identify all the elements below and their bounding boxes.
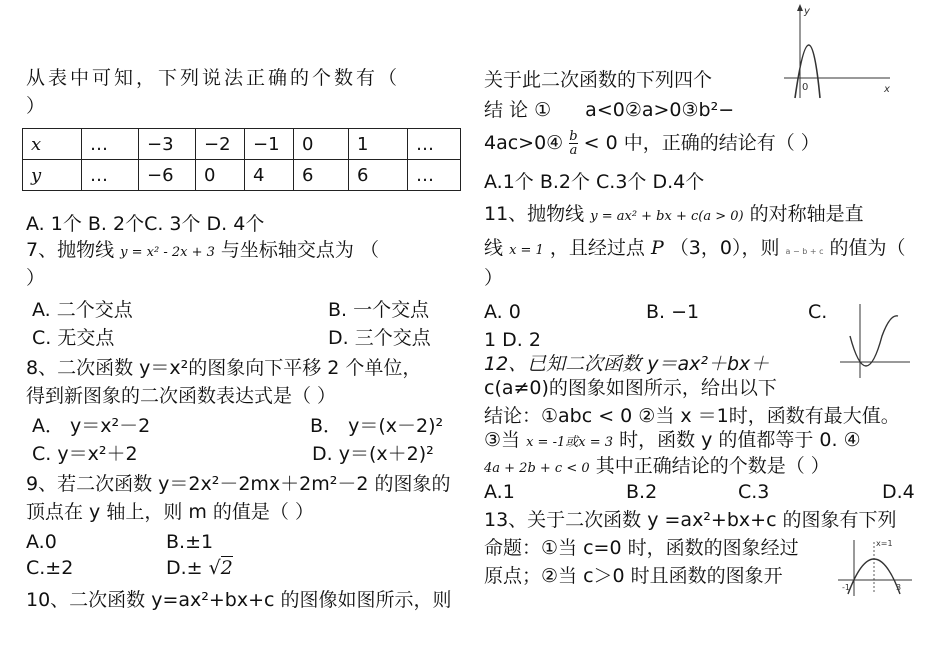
q11-option-c: C. (808, 301, 828, 323)
table-cell: −6 (139, 160, 196, 191)
table-cell: 4 (245, 160, 294, 191)
q7-stem-a: 7、抛物线 (26, 239, 115, 261)
table-row (23, 160, 461, 191)
q6-intro-line2: ） (26, 95, 46, 117)
symmetry-label: x=1 (876, 539, 893, 548)
q7-option-a: A. 二个交点 (32, 299, 133, 321)
table-cell: x (23, 129, 82, 160)
q12-line4-formula: x = -1或x = 3 (526, 435, 614, 450)
q9-option-d-label: D.± (166, 557, 203, 579)
q10-cont-line3 (484, 130, 820, 157)
q12-line4 (484, 428, 861, 455)
q11-formula: y = ax² + bx + c(a > 0) (590, 209, 744, 224)
q7-stem-close: ） (26, 267, 46, 289)
graph-origin-label: 0 (802, 82, 809, 93)
table-cell: … (408, 160, 461, 191)
q10-cont-line1: 关于此二次函数的下列四个 (484, 69, 713, 91)
q6-intro-line1: 从表中可知，下列说法正确的个数有（ (26, 67, 401, 89)
q9-line1: 9、若二次函数 y＝2x²－2mx＋2m²－2 的图象的 (26, 473, 451, 495)
table-cell: … (82, 129, 139, 160)
q11-line3: ） (484, 267, 504, 289)
fraction-numerator: b (569, 129, 578, 144)
q8-option-c: C. y＝x²＋2 (32, 443, 138, 465)
q7-stem (26, 238, 379, 265)
q9-option-d (166, 556, 233, 580)
q11-line2-formula: x = 1 (509, 243, 544, 258)
q12-line5-formula: 4a + 2b + c < 0 (484, 461, 590, 476)
q12-line2: c(a≠0)的图象如图所示，给出以下 (484, 377, 777, 399)
q13-line1: 13、关于二次函数 y =ax²+bx+c 的图象有下列 (484, 509, 897, 531)
q12-line4-a: ③当 (484, 429, 521, 451)
table-cell: 6 (294, 160, 349, 191)
q9-option-c: C.±2 (26, 557, 74, 579)
sqrt-symbol: √2 (208, 557, 233, 579)
q8-option-a: A． y＝x²－2 (32, 415, 151, 437)
q8-line2: 得到新图象的二次函数表达式是（ ） (26, 385, 337, 407)
table-cell: y (23, 160, 82, 191)
table-cell: −2 (196, 129, 245, 160)
q7-formula: y = x² - 2x + 3 (120, 245, 215, 260)
table-cell: −3 (139, 129, 196, 160)
q12-parabola-graph (838, 296, 918, 380)
q12-option-c: C.3 (738, 481, 770, 503)
q9-option-b: B.±1 (166, 531, 214, 553)
table-row (23, 129, 461, 160)
q10-cont-line2 (484, 98, 734, 122)
q11-line5: 1 D. 2 (484, 329, 541, 351)
q11-stem (484, 202, 864, 229)
q8-option-d: D. y＝(x＋2)² (312, 443, 434, 465)
q10-line1: 10、二次函数 y=ax²+bx+c 的图像如图所示，则 (26, 589, 452, 611)
q11-option-b: B. −1 (646, 301, 700, 323)
q12-option-a: A.1 (484, 481, 515, 503)
q7-option-d: D. 三个交点 (328, 327, 431, 349)
fraction-denominator: a (569, 143, 578, 158)
q9-line2: 顶点在 y 轴上，则 m 的值是（ ） (26, 501, 314, 523)
q12-option-d: D.4 (882, 481, 915, 503)
parabola-curve (848, 559, 900, 594)
table-cell: 0 (294, 129, 349, 160)
value-table (22, 128, 461, 191)
fraction-b-over-a (569, 130, 577, 157)
q7-stem-b: 与坐标轴交点为 （ (220, 239, 379, 261)
q10-options: A.1个 B.2个 C.3个 D.4个 (484, 171, 705, 193)
q10-cont-line3-a: 4ac>0④ (484, 132, 564, 154)
q13-parabola-graph (836, 534, 916, 598)
q11-stem-b: 的对称轴是直 (749, 203, 864, 225)
parabola-curve (850, 316, 898, 366)
q12-line1: 12、已知二次函数 y＝ax²＋bx＋ (484, 353, 770, 375)
q7-option-b: B. 一个交点 (328, 299, 430, 321)
root-label-right: 3 (896, 583, 902, 592)
q11-point-p: P (650, 237, 664, 259)
q10-cont-line2-a: 结 论 ① (484, 99, 552, 121)
table-cell: 6 (349, 160, 408, 191)
q11-line2 (484, 236, 906, 264)
q11-line2-a: 线 (484, 237, 504, 259)
q11-line2-formula2: a − b + c (785, 247, 824, 256)
table-cell: 0 (196, 160, 245, 191)
q13-line2: 命题：①当 c=0 时，函数的图象经过 (484, 537, 799, 559)
q12-line4-b: 时，函数 y 的值都等于 0. ④ (619, 429, 861, 451)
q8-option-b: B． y＝(x－2)² (310, 415, 444, 437)
q11-line2-d: 的值为（ (829, 237, 906, 259)
table-cell: −1 (245, 129, 294, 160)
q10-parabola-graph (780, 2, 900, 102)
q11-line2-b: ，且经过点 (549, 237, 645, 259)
table-cell: 1 (349, 129, 408, 160)
q11-line2-c: （3，0），则 (669, 237, 780, 259)
root-label-left: -1 (842, 583, 850, 592)
q11-option-a: A. 0 (484, 301, 521, 323)
q12-line3: 结论：①abc < 0 ②当 x ＝1时，函数有最大值。 (484, 405, 900, 427)
graph-y-label: y (804, 6, 810, 17)
y-axis-arrow (797, 4, 803, 11)
table-cell: … (82, 160, 139, 191)
q10-cont-line2-b: a<0②a>0③b²− (585, 99, 735, 121)
q10-cont-line3-b: < 0 中，正确的结论有（ ） (583, 132, 820, 154)
q8-line1: 8、二次函数 y＝x²的图象向下平移 2 个单位， (26, 357, 422, 379)
graph-x-label: x (884, 84, 890, 95)
q9-option-a: A.0 (26, 531, 57, 553)
q13-line3: 原点；②当 c＞0 时且函数的图象开 (484, 565, 783, 587)
table-cell: … (408, 129, 461, 160)
q7-option-c: C. 无交点 (32, 327, 115, 349)
sqrt-value: 2 (220, 557, 233, 579)
q11-stem-a: 11、抛物线 (484, 203, 585, 225)
q12-option-b: B.2 (626, 481, 658, 503)
q12-line5 (484, 454, 830, 481)
q12-line5-b: 其中正确结论的个数是（ ） (595, 455, 830, 477)
q6-options: A. 1个 B. 2个C. 3个 D. 4个 (26, 213, 265, 235)
